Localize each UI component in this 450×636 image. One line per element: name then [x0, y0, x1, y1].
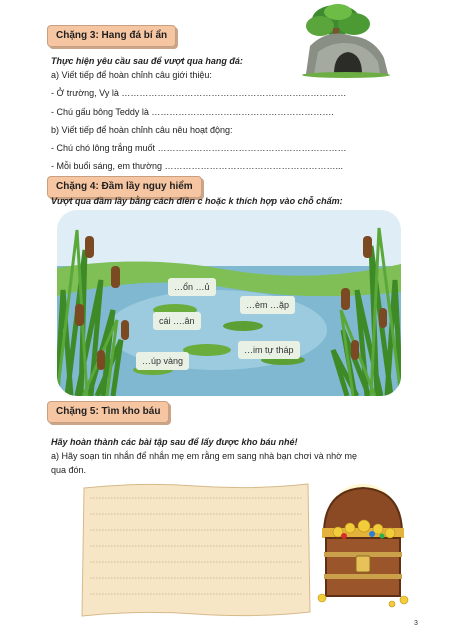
treasure-chest-illustration [308, 470, 418, 610]
section3-tag: Chặng 3: Hang đá bí ẩn [47, 25, 176, 47]
section4-tag: Chặng 4: Đầm lầy nguy hiểm [47, 176, 202, 198]
section3-line-2[interactable]: - Chú gấu bông Teddy là ……………………………………………………. [51, 107, 334, 117]
section5-part-a-line-1: a) Hãy soạn tin nhắn để nhắn mẹ em rằng em sang nhà bạn chơi và nhờ mẹ [51, 451, 357, 461]
section3-instruction: Thực hiện yêu cầu sau để vượt qua hang đá: [51, 56, 243, 66]
word-card-4[interactable]: …im tự tháp [238, 341, 300, 359]
word-card-5[interactable]: …úp vàng [136, 352, 189, 370]
section5-instruction: Hãy hoàn thành các bài tập sau để lấy được kho báu nhé! [51, 437, 298, 447]
section5-part-a-line-2: qua đón. [51, 465, 87, 475]
word-card-1[interactable]: …ổn …ủ [168, 278, 216, 296]
section3-line-3[interactable]: - Chú chó lông trắng muốt ……………………………………………………… [51, 143, 347, 153]
section3-line-4[interactable]: - Mỗi buổi sáng, em thường …………………………………………………... [51, 161, 343, 171]
swamp-illustration [57, 210, 401, 396]
section3-part-b: b) Viết tiếp để hoàn chỉnh câu nêu hoạt động: [51, 125, 233, 135]
section3-part-a: a) Viết tiếp để hoàn chỉnh câu giới thiệu: [51, 70, 212, 80]
section5-tag: Chặng 5: Tìm kho báu [47, 401, 169, 423]
section4-instruction: Vượt qua đầm lầy bằng cách điền c hoặc k thích hợp vào chỗ chấm: [51, 196, 343, 206]
word-card-2[interactable]: …èm …ặp [240, 296, 295, 314]
page-number: 3 [414, 620, 418, 627]
writing-paper[interactable] [80, 482, 312, 619]
word-card-3[interactable]: cái ….ân [153, 312, 201, 330]
section3-line-1[interactable]: - Ở trường, Vy là ………………………………………………………………… [51, 88, 347, 98]
cave-illustration [300, 2, 390, 78]
